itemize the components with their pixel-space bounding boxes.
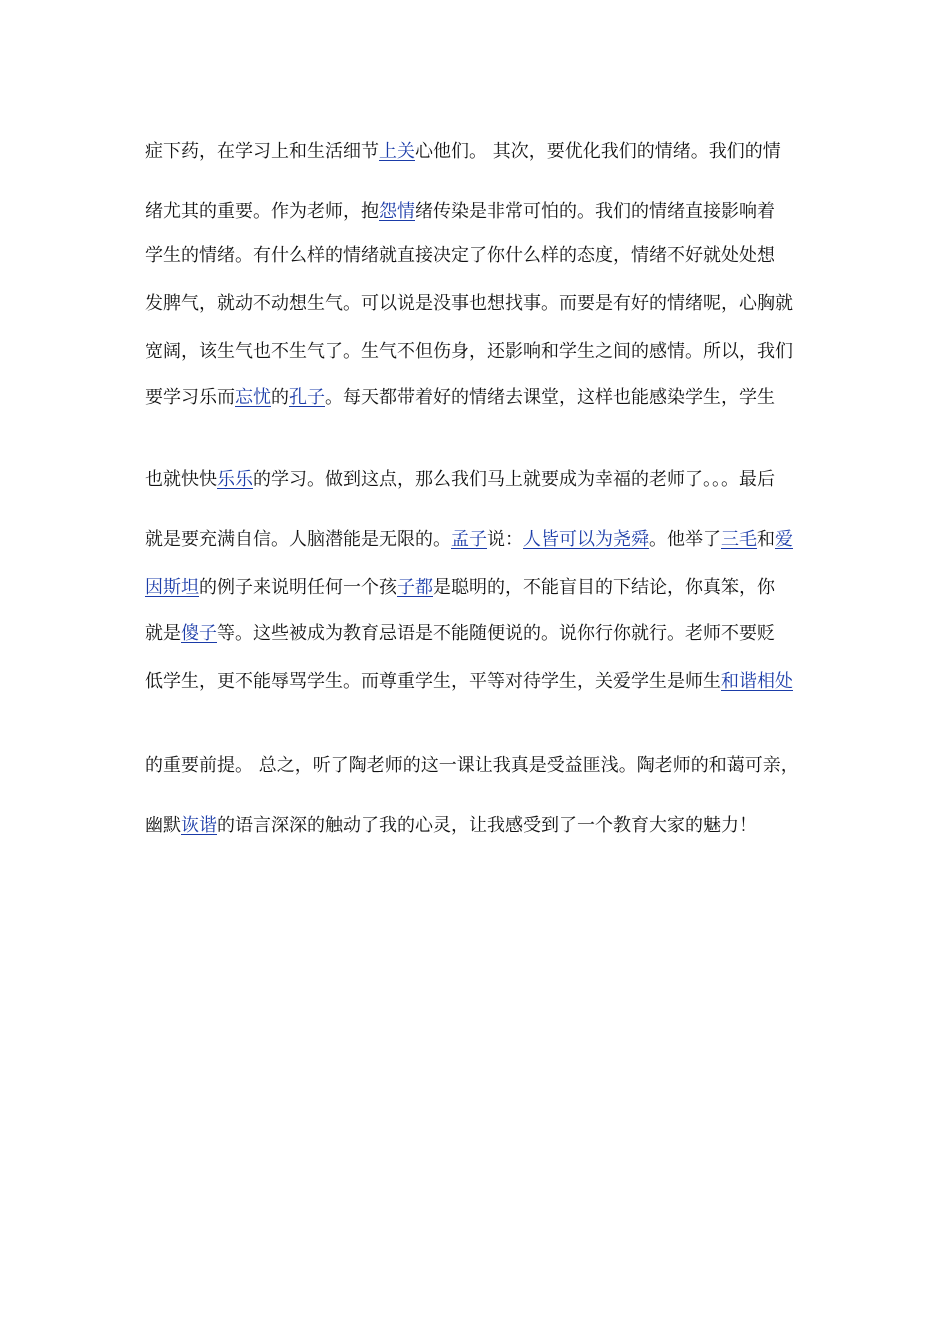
text-segment: 的学习。做到这点，那么我们马上就要成为幸福的老师了。。。最后 [253,469,775,490]
hyperlink[interactable]: 人皆可以为尧舜 [523,529,649,550]
text-line [145,140,825,164]
text-segment: 和 [757,529,775,550]
text-segment: 幽默 [145,815,181,836]
text-segment: 等。这些被成为教育忌语是不能随便说的。说你行你就行。老师不要贬 [217,623,775,644]
text-segment: 低学生，更不能辱骂学生。而尊重学生，平等对待学生，关爱学生是师生 [145,671,721,692]
text-line [145,576,825,600]
text-segment: 的语言深深的触动了我的心灵，让我感受到了一个教育大家的魅力！ [217,815,757,836]
hyperlink[interactable]: 爱 [775,529,793,550]
text-line [145,468,825,492]
text-segment: 发脾气，就动不动想生气。可以说是没事也想找事。而要是有好的情绪呢，心胸就 [145,293,793,314]
hyperlink[interactable]: 忘忧 [235,387,271,408]
text-segment: 说： [487,529,523,550]
text-segment: 。每天都带着好的情绪去课堂，这样也能感染学生，学生 [325,387,775,408]
text-segment: 学生的情绪。有什么样的情绪就直接决定了你什么样的态度，情绪不好就处处想 [145,245,775,266]
text-line [145,754,825,778]
hyperlink[interactable]: 诙谐 [181,815,217,836]
text-segment: 症下药，在学习上和生活细节 [145,141,379,162]
text-line [145,386,825,410]
text-segment: 就是要充满自信。人脑潜能是无限的。 [145,529,451,550]
hyperlink[interactable]: 三毛 [721,529,757,550]
text-segment: 的例子来说明任何一个孩 [199,577,397,598]
hyperlink[interactable]: 怨情 [379,201,415,222]
text-line [145,670,825,694]
hyperlink[interactable]: 傻子 [181,623,217,644]
text-segment: 宽阔，该生气也不生气了。生气不但伤身，还影响和学生之间的感情。所以，我们 [145,341,793,362]
text-line [145,814,825,838]
text-segment: 的 [271,387,289,408]
hyperlink[interactable]: 因斯坦 [145,577,199,598]
hyperlink[interactable]: 孟子 [451,529,487,550]
hyperlink[interactable]: 子都 [397,577,433,598]
text-segment: 。他举了 [649,529,721,550]
text-segment: 绪传染是非常可怕的。我们的情绪直接影响着 [415,201,775,222]
text-segment: 是聪明的，不能盲目的下结论，你真笨，你 [433,577,775,598]
hyperlink[interactable]: 乐乐 [217,469,253,490]
text-line [145,244,825,268]
text-segment: 就是 [145,623,181,644]
text-segment: 要学习乐而 [145,387,235,408]
text-segment: 绪尤其的重要。作为老师，抱 [145,201,379,222]
text-line [145,528,825,552]
text-segment: 也就快快 [145,469,217,490]
hyperlink[interactable]: 孔子 [289,387,325,408]
text-line [145,292,825,316]
text-line [145,622,825,646]
hyperlink[interactable]: 和谐相处 [721,671,793,692]
text-segment: 的重要前提。 总之，听了陶老师的这一课让我真是受益匪浅。陶老师的和蔼可亲， [145,755,799,776]
hyperlink[interactable]: 上关 [379,141,415,162]
text-line [145,340,825,364]
text-segment: 心他们。 其次，要优化我们的情绪。我们的情 [415,141,781,162]
text-line [145,200,825,224]
